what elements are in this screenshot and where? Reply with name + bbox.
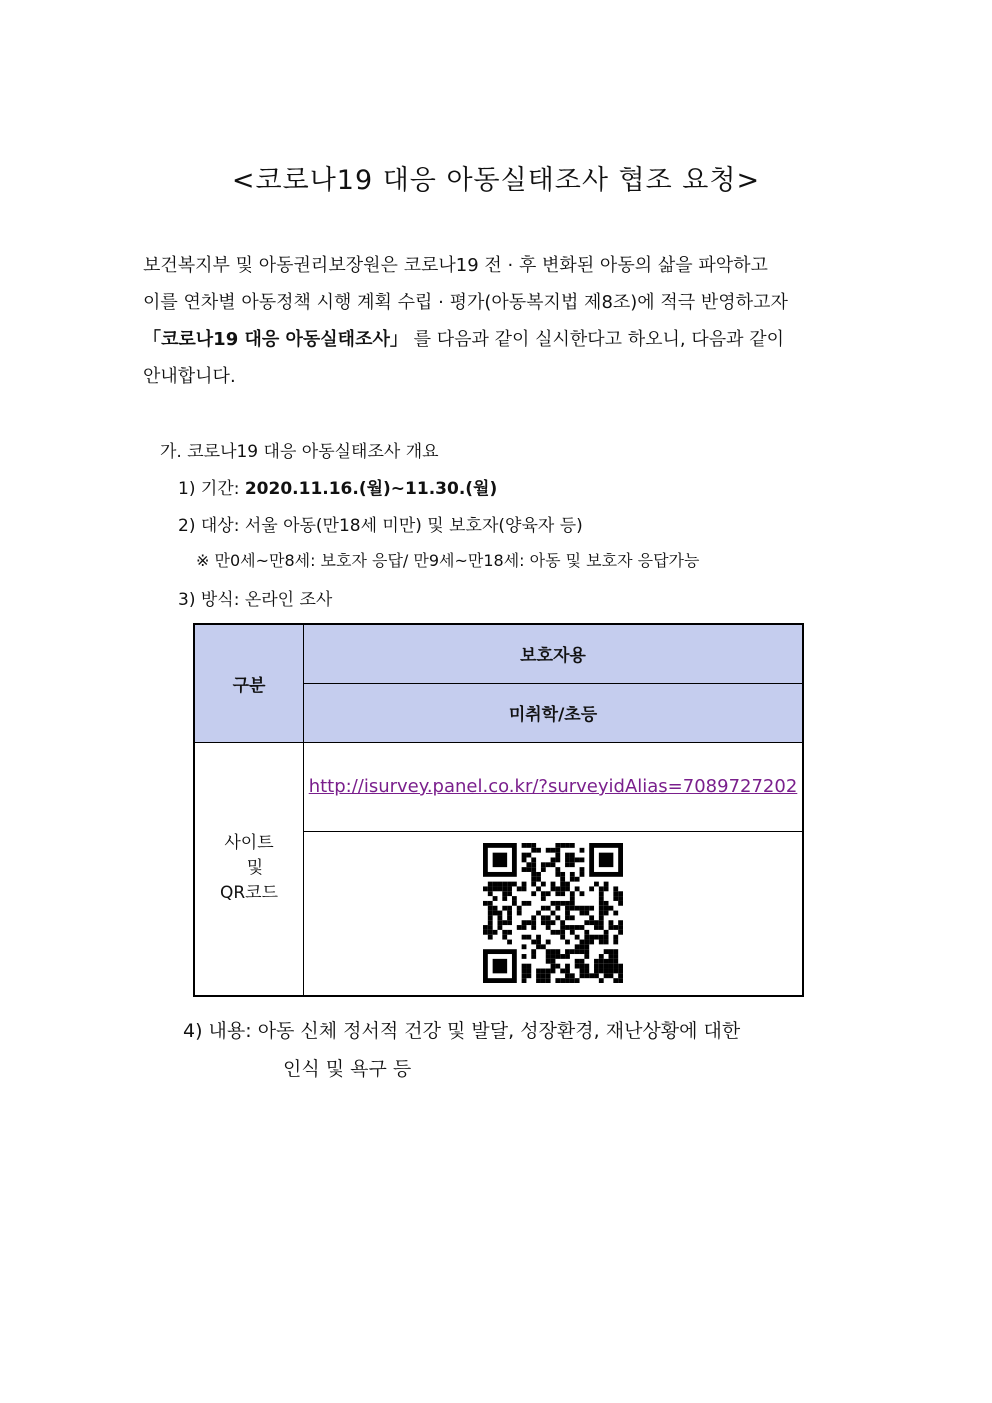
qr-cell	[304, 831, 804, 996]
survey-name: 「코로나19 대응 아동실태조사」	[143, 329, 408, 350]
and-label: 및	[246, 858, 264, 879]
qr-label: QR코드	[219, 883, 279, 904]
survey-url-link[interactable]: http://isurvey.panel.co.kr/?surveyidAlias=7089727202	[308, 776, 798, 797]
survey-url-cell	[304, 742, 804, 831]
intro-line-2: 이를 연차별 아동정책 시행 계획 수립 · 평가(아동복지법 제8조)에 적극 반영하고자	[143, 292, 788, 313]
qr-code-icon[interactable]	[483, 843, 623, 983]
page-title: <코로나19 대응 아동실태조사 협조 요청>	[231, 165, 761, 196]
intro-paragraph	[143, 247, 788, 395]
intro-line-3	[143, 321, 788, 358]
grade-header: 미취학/초등	[304, 683, 804, 742]
survey-table	[193, 623, 804, 997]
section-heading: 가. 코로나19 대응 아동실태조사 개요	[160, 442, 439, 462]
site-label: 사이트	[224, 833, 274, 854]
content-line-2: 인식 및 욕구 등	[283, 1058, 412, 1080]
guardian-header: 보호자용	[304, 624, 804, 683]
period-label: 1) 기간:	[178, 479, 240, 499]
period-line	[178, 474, 497, 499]
method-line: 3) 방식: 온라인 조사	[178, 590, 333, 610]
intro-line-3-rest: 를 다음과 같이 실시한다고 하오니, 다음과 같이	[413, 329, 785, 350]
content-section	[183, 1012, 740, 1088]
age-note: ※ 만0세~만8세: 보호자 응답/ 만9세~만18세: 아동 및 보호자 응답가능	[196, 551, 700, 570]
target-line: 2) 대상: 서울 아동(만18세 미만) 및 보호자(양육자 등)	[178, 516, 583, 536]
category-header: 구분	[194, 624, 304, 742]
content-line-1: 4) 내용: 아동 신체 정서적 건강 및 발달, 성장환경, 재난상황에 대한	[183, 1020, 741, 1042]
intro-line-4: 안내합니다.	[143, 366, 236, 387]
site-qr-label	[194, 742, 304, 996]
period-value: 2020.11.16.(월)~11.30.(월)	[244, 479, 498, 499]
intro-line-1: 보건복지부 및 아동권리보장원은 코로나19 전 · 후 변화된 아동의 삶을 파악하고	[143, 255, 768, 276]
